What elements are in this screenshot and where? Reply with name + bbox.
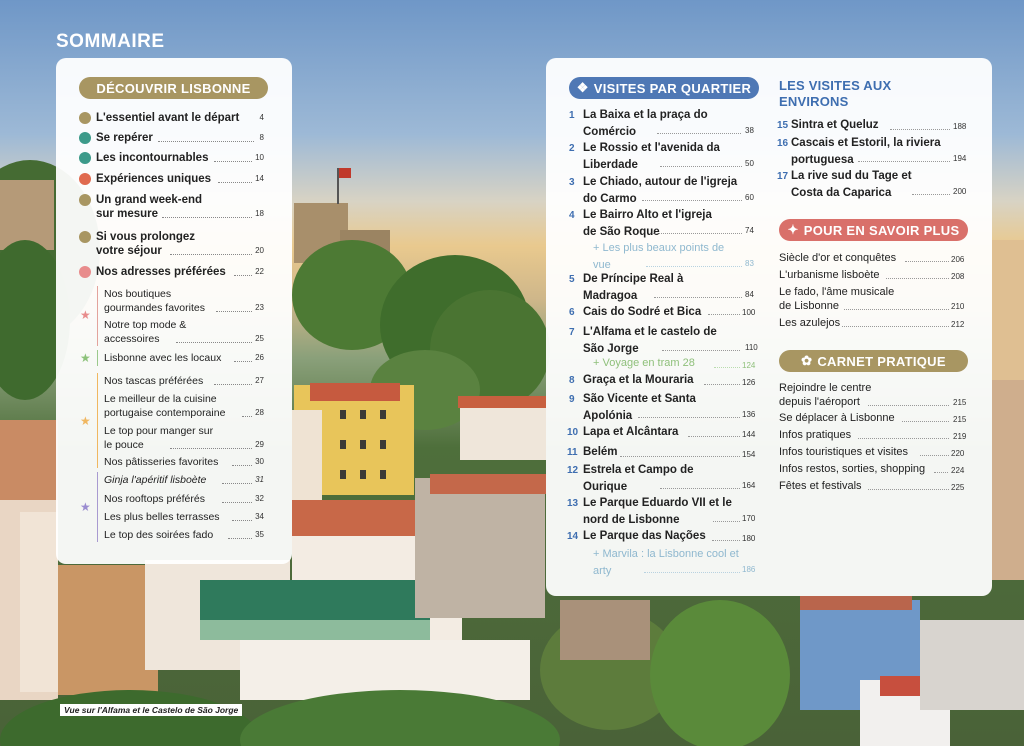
toc-subitem-page: 30 xyxy=(255,457,264,466)
toc-subitem-label: Nos tascas préférées xyxy=(104,375,204,387)
toc-number: 12 xyxy=(567,465,579,476)
flower-icon xyxy=(79,173,91,185)
toc-subitem[interactable] xyxy=(104,392,264,420)
group-bar xyxy=(97,472,98,542)
toc-item-page: 8 xyxy=(259,133,264,142)
toc-item-label[interactable]: Sintra et Queluz xyxy=(791,119,879,131)
toc-number: 17 xyxy=(777,171,789,182)
star-icon: ★ xyxy=(80,308,91,322)
toc-item-label[interactable]: Infos pratiques xyxy=(779,429,852,441)
toc-item-page: 22 xyxy=(255,267,264,276)
toc-item-page: 126 xyxy=(742,378,756,387)
toc-number: 11 xyxy=(567,447,578,458)
toc-item-page: 225 xyxy=(951,483,965,492)
toc-item-page: 83 xyxy=(745,259,754,268)
toc-item-label[interactable]: Le Chiado, autour de l'igreja do Carmo xyxy=(583,176,738,205)
toc-item-label[interactable]: L'urbanisme lisboète xyxy=(779,269,880,281)
toc-number: 10 xyxy=(567,427,579,438)
toc-item-page: 74 xyxy=(745,226,754,235)
toc-item-label[interactable]: Le Rossio et l'avenida da Liberdade xyxy=(583,142,720,171)
group-bar xyxy=(97,286,98,346)
toc-subitem-label: Lisbonne avec les locaux xyxy=(104,352,222,364)
toc-item-label[interactable]: L'Alfama et le castelo de São Jorge xyxy=(583,326,717,355)
toc-extra-label[interactable]: + Les plus beaux points de vue xyxy=(593,242,725,271)
toc-item[interactable] xyxy=(96,193,264,221)
toc-item[interactable] xyxy=(96,131,264,145)
toc-item-page: 220 xyxy=(951,449,965,458)
toc-subitem[interactable] xyxy=(104,351,264,365)
toc-subitem[interactable] xyxy=(104,455,264,469)
toc-item-label: Les incontournables xyxy=(96,152,209,164)
flower-icon xyxy=(79,152,91,164)
toc-item-label[interactable]: Se déplacer à Lisbonne xyxy=(779,412,895,424)
toc-subitem-label: Le top des soirées fado xyxy=(104,529,214,541)
toc-subitem-page: 23 xyxy=(255,303,264,312)
toc-item-page: 212 xyxy=(951,320,965,329)
toc-item-label: Se repérer xyxy=(96,132,153,144)
toc-subitem-page: 31 xyxy=(255,475,264,484)
star-icon: ★ xyxy=(80,500,91,514)
toc-subitem-page: 28 xyxy=(255,408,264,417)
toc-item-label[interactable]: Les azulejos xyxy=(779,317,841,329)
toc-number: 16 xyxy=(777,138,789,149)
toc-item-page: 200 xyxy=(953,187,967,196)
toc-item[interactable] xyxy=(96,230,264,258)
toc-number: 13 xyxy=(567,498,579,509)
toc-subitem[interactable] xyxy=(104,492,264,506)
toc-subitem[interactable] xyxy=(104,287,264,315)
toc-item-page: 14 xyxy=(255,174,264,183)
toc-item-label[interactable]: Lapa et Alcântara xyxy=(583,426,679,438)
toc-subitem-page: 26 xyxy=(255,353,264,362)
toc-item-label[interactable]: Cais do Sodré et Bica xyxy=(583,306,702,318)
toc-number: 7 xyxy=(569,327,575,338)
toc-item-page: 18 xyxy=(255,209,264,218)
plus-icon: ✦ xyxy=(787,222,799,237)
toc-item-page: 10 xyxy=(255,153,264,162)
toc-item-label[interactable]: La rive sud du Tage et Costa da Caparica xyxy=(791,170,912,199)
flower-icon xyxy=(79,194,91,206)
toc-subitem[interactable] xyxy=(104,374,264,388)
flower-icon xyxy=(79,266,91,278)
toc-number: 8 xyxy=(569,375,575,386)
toc-item[interactable] xyxy=(96,265,264,279)
toc-number: 9 xyxy=(569,394,575,405)
toc-number: 5 xyxy=(569,274,575,285)
toc-item-page: 180 xyxy=(742,534,756,543)
toc-item-page: 110 xyxy=(745,343,758,352)
toc-item-page: 4 xyxy=(259,113,264,122)
toc-item-page: 208 xyxy=(951,272,965,281)
toc-subitem-label: Nos boutiques gourmandes favorites xyxy=(104,288,205,314)
toc-item-page: 154 xyxy=(742,450,756,459)
toc-number: 4 xyxy=(569,210,575,221)
star-icon: ★ xyxy=(80,414,91,428)
discover-header: DÉCOUVRIR LISBONNE xyxy=(79,77,268,99)
toc-item-label: Nos adresses préférées xyxy=(96,266,226,278)
toc-item-label[interactable]: Graça et la Mouraria xyxy=(583,374,694,386)
toc-item-page: 136 xyxy=(742,410,756,419)
toc-subitem-label: Ginja l'apéritif lisboète xyxy=(104,474,207,486)
toc-extra-label[interactable]: + Voyage en tram 28 xyxy=(593,357,695,369)
toc-item-label[interactable]: São Vicente et Santa Apolónia xyxy=(583,393,696,422)
toc-item-label[interactable]: Infos restos, sorties, shopping xyxy=(779,463,926,475)
toc-subitem[interactable] xyxy=(104,424,264,452)
toc-subitem[interactable] xyxy=(104,528,264,542)
toc-number: 3 xyxy=(569,177,575,188)
toc-number: 15 xyxy=(777,120,789,131)
star-icon: ★ xyxy=(80,351,91,365)
toc-item-label[interactable]: Le fado, l'âme musicale de Lisbonne xyxy=(779,286,895,312)
toc-item-label[interactable]: De Príncipe Real à Madragoa xyxy=(583,273,684,302)
toc-subitem-page: 27 xyxy=(255,376,264,385)
toc-subitem-label: Le top pour manger sur le pouce xyxy=(104,425,214,451)
toc-item-label[interactable]: Le Bairro Alto et l'igreja de São Roque xyxy=(583,209,712,238)
pratique-header: ✿ CARNET PRATIQUE xyxy=(779,350,968,372)
toc-subitem[interactable] xyxy=(104,473,264,487)
toc-item-page: 219 xyxy=(953,432,967,441)
toc-item-label[interactable]: La Baixa et la praça do Comércio xyxy=(583,109,708,138)
savoir-header: ✦ POUR EN SAVOIR PLUS xyxy=(779,219,968,241)
toc-item-page: 170 xyxy=(742,514,756,523)
marker-icon: ❖ xyxy=(576,80,589,95)
toc-item-page: 186 xyxy=(742,565,756,574)
toc-item-label: Expériences uniques xyxy=(96,173,212,185)
toc-item-page: 50 xyxy=(745,159,754,168)
toc-subitem-page: 29 xyxy=(255,440,264,449)
toc-subitem-label: Nos pâtisseries favorites xyxy=(104,456,219,468)
toc-subitem-page: 25 xyxy=(255,334,264,343)
toc-item-page: 60 xyxy=(745,193,754,202)
toc-subitem-label: Le meilleur de la cuisine portugaise contemporaine xyxy=(104,393,226,419)
group-bar xyxy=(97,350,98,366)
toc-subitem-page: 32 xyxy=(255,494,264,503)
toc-item-label[interactable]: Fêtes et festivals xyxy=(779,480,862,492)
toc-item-page: 144 xyxy=(742,430,756,439)
toc-item-label: Si vous prolongez votre séjour xyxy=(96,231,196,257)
toc-item-page: 188 xyxy=(953,122,967,131)
page-title: SOMMAIRE xyxy=(56,31,165,52)
toc-number: 14 xyxy=(567,531,579,542)
toc-item-label[interactable]: Cascais et Estoril, la riviera portuguesa xyxy=(791,137,941,166)
toc-item-page: 194 xyxy=(953,154,967,163)
toc-item-page: 215 xyxy=(953,415,967,424)
toc-item-label[interactable]: Belém xyxy=(583,446,618,458)
toc-item-page: 210 xyxy=(951,302,965,311)
toc-item-label: L'essentiel avant le départ xyxy=(96,112,240,124)
toc-item-page: 206 xyxy=(951,255,965,264)
flower-icon xyxy=(79,112,91,124)
toc-subitem-page: 35 xyxy=(255,530,264,539)
group-bar xyxy=(97,373,98,468)
toc-item-page: 20 xyxy=(255,246,264,255)
toc-item-label[interactable]: Le Parque das Nações xyxy=(583,530,706,542)
toc-subitem[interactable] xyxy=(104,510,264,524)
toc-number: 2 xyxy=(569,143,575,154)
toc-item-label[interactable]: Le Parque Eduardo VII et le nord de Lisbonne xyxy=(583,497,732,526)
toc-number: 1 xyxy=(569,110,575,121)
toc-item-label[interactable]: Rejoindre le centre depuis l'aéroport xyxy=(779,382,872,408)
flower-icon xyxy=(79,132,91,144)
toc-item-label[interactable]: Infos touristiques et visites xyxy=(779,446,909,458)
quartier-header: ❖ VISITES PAR QUARTIER xyxy=(569,77,759,99)
environs-header: LES VISITES AUX ENVIRONS xyxy=(779,78,892,109)
toc-item-label: Un grand week-end sur mesure xyxy=(96,194,203,220)
toc-subitem-label: Les plus belles terrasses xyxy=(104,511,220,523)
toc-item-label[interactable]: Estrela et Campo de Ourique xyxy=(583,464,694,493)
toc-subitem-label: Notre top mode & accessoires xyxy=(104,319,187,345)
toc-subitem-page: 34 xyxy=(255,512,264,521)
toc-item[interactable] xyxy=(96,172,264,186)
toc-item-page: 224 xyxy=(951,466,965,475)
toc-number: 6 xyxy=(569,307,575,318)
flower-icon xyxy=(79,231,91,243)
toc-item-page: 124 xyxy=(742,361,756,370)
toc-subitem-label: Nos rooftops préférés xyxy=(104,493,205,505)
toc-item-page: 164 xyxy=(742,481,756,490)
toc-item-page: 84 xyxy=(745,290,754,299)
toc-item[interactable] xyxy=(96,151,264,165)
toc-extra-label[interactable]: + Marvila : la Lisbonne cool et arty xyxy=(593,548,739,577)
toc-item-page: 38 xyxy=(745,126,754,135)
photo-caption: Vue sur l'Alfama et le Castelo de São Jorge xyxy=(60,704,242,716)
toc-item-label[interactable]: Siècle d'or et conquêtes xyxy=(779,252,897,264)
gear-icon: ✿ xyxy=(801,353,813,368)
toc-item[interactable] xyxy=(96,111,264,125)
toc-subitem[interactable] xyxy=(104,318,264,346)
toc-item-page: 100 xyxy=(742,308,756,317)
toc-item-page: 215 xyxy=(953,398,967,407)
